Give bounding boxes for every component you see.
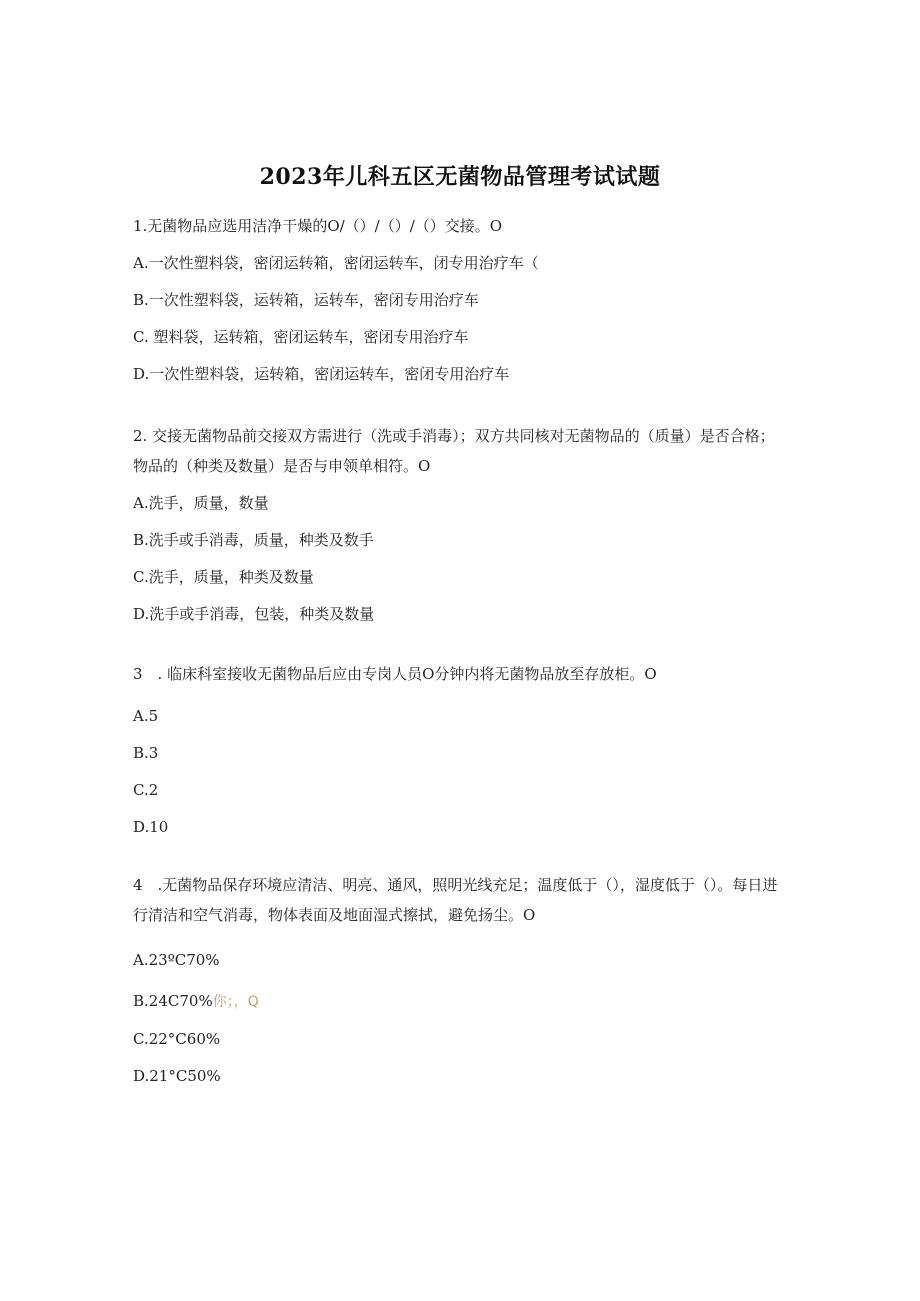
question-2-option-d: D.洗手或手消毒，包装，种类及数量 (133, 605, 375, 623)
question-4-option-b: B.24C70% (133, 992, 213, 1010)
question-4-option-c: C.22°C60% (133, 1030, 221, 1048)
question-2-option-b: B.洗手或手消毒，质量，种类及数手 (133, 531, 374, 549)
question-1-option-c: C. 塑料袋，运转箱，密闭运转车，密闭专用治疗车 (133, 328, 469, 346)
question-4-option-b-row (133, 991, 259, 1012)
question-4-stem: 4 .无菌物品保存环境应清洁、明亮、通风，照明光线充足；温度低于（），湿度低于（）。每日进行清洁和空气消毒，物体表面及地面湿式擦拭，避免扬尘。O (133, 876, 778, 924)
question-4-option-d: D.21°C50% (133, 1067, 221, 1085)
question-1-option-a: A.一次性塑料袋，密闭运转箱，密闭运转车，闭专用治疗车（ (133, 254, 539, 272)
question-3-option-a: A.5 (133, 707, 159, 725)
question-3-option-b: B.3 (133, 744, 159, 762)
question-4-option-a: A.23ºC70% (133, 951, 220, 969)
question-1-stem: 1.无菌物品应选用洁净干燥的O/（）/（）/（）交接。O (133, 217, 503, 235)
question-3-option-c: C.2 (133, 781, 159, 799)
handwritten-note: 你；，Q (212, 994, 259, 1010)
question-1-option-d: D.一次性塑料袋，运转箱，密闭运转车，密闭专用治疗车 (133, 365, 510, 383)
question-2-stem: 2. 交接无菌物品前交接双方需进行（洗或手消毒）；双方共同核对无菌物品的（质量）是否合格；物品的（种类及数量）是否与申领单相符。O (133, 427, 775, 475)
question-2-option-c: C.洗手，质量，种类及数量 (133, 568, 314, 586)
question-2-option-a: A.洗手，质量，数量 (133, 494, 269, 512)
page-title: 2023年儿科五区无菌物品管理考试试题 (259, 164, 661, 190)
question-3-stem: 3 . 临床科室接收无菌物品后应由专岗人员O分钟内将无菌物品放至存放柜。O (133, 665, 657, 683)
question-1-option-b: B.一次性塑料袋，运转箱，运转车，密闭专用治疗车 (133, 291, 479, 309)
question-3-option-d: D.10 (133, 818, 169, 836)
